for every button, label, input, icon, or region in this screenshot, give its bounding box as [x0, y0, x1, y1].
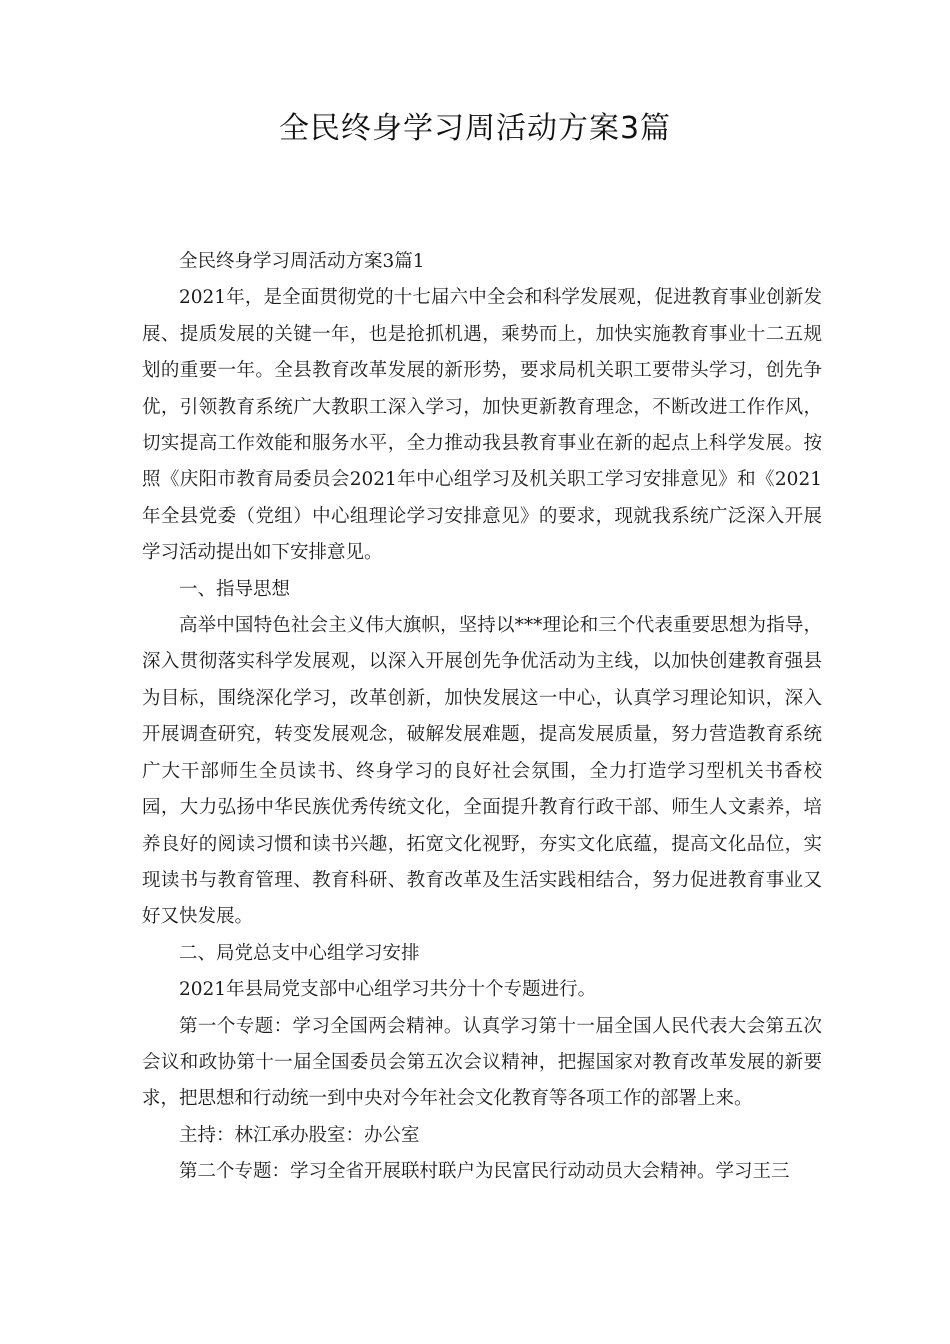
document-body	[142, 244, 822, 1191]
section-heading-study-arrangement: 二、局党总支中心组学习安排	[179, 942, 420, 964]
paragraph-topic-one: 第一个专题：学习全国两会精神。认真学习第十一届全国人民代表大会第五次会议和政协第十一届全国委员会第五次会议精神，把握国家对教育改革发展的新要求，把思想和行动统一到中央对今年社会文化教育等各项工作的部署上来。	[142, 1015, 822, 1110]
paragraph-study-overview: 2021年县局党支部中心组学习共分十个专题进行。	[179, 979, 597, 1001]
paragraph-guiding-thought: 高举中国特色社会主义伟大旗帜，坚持以***理论和三个代表重要思想为指导，深入贯彻落实科学发展观，以深入开展创先争优活动为主线，以加快创建教育强县为目标，围绕深化学习，改革创新，加快发展这一中心，认真学习理论知识，深入开展调查研究，转变发展观念，破解发展难题，提高发展质量，努力营造教育系统广大干部师生全员读书、终身学习的良好社会氛围，全力打造学习型机关书香校园，大力弘扬中华民族优秀传统文化，全面提升教育行政干部、师生人文素养，培养良好的阅读习惯和读书兴趣，拓宽文化视野，夯实文化底蕴，提高文化品位，实现读书与教育管理、教育科研、教育改革及生活实践相结合，努力促进教育事业又好又快发展。	[142, 615, 822, 928]
document-title: 全民终身学习周活动方案3篇	[278, 111, 672, 146]
paragraph-topic-one-host: 主持：林江承办股室：办公室	[179, 1124, 420, 1146]
paragraph-topic-two: 第二个专题：学习全省开展联村联户为民富民行动动员大会精神。学习王三	[179, 1161, 790, 1183]
section-heading-guiding-thought: 一、指导思想	[179, 578, 291, 600]
paragraph-subtitle: 全民终身学习周活动方案3篇1	[179, 251, 425, 272]
paragraph-intro: 2021年，是全面贯彻党的十七届六中全会和科学发展观，促进教育事业创新发展、提质发展的关键一年，也是抢抓机遇，乘势而上，加快实施教育事业十二五规划的重要一年。全县教育改革发展的新形势，要求局机关职工要带头学习，创先争优，引领教育系统广大教职工深入学习，加快更新教育理念，不断改进工作作风，切实提高工作效能和服务水平，全力推动我县教育事业在新的起点上科学发展。按照《庆阳市教育局委员会2021年中心组学习及机关职工学习安排意见》和《2021年全县党委（党组）中心组理论学习安排意见》的要求，现就我系统广泛深入开展学习活动提出如下安排意见。	[142, 287, 822, 564]
